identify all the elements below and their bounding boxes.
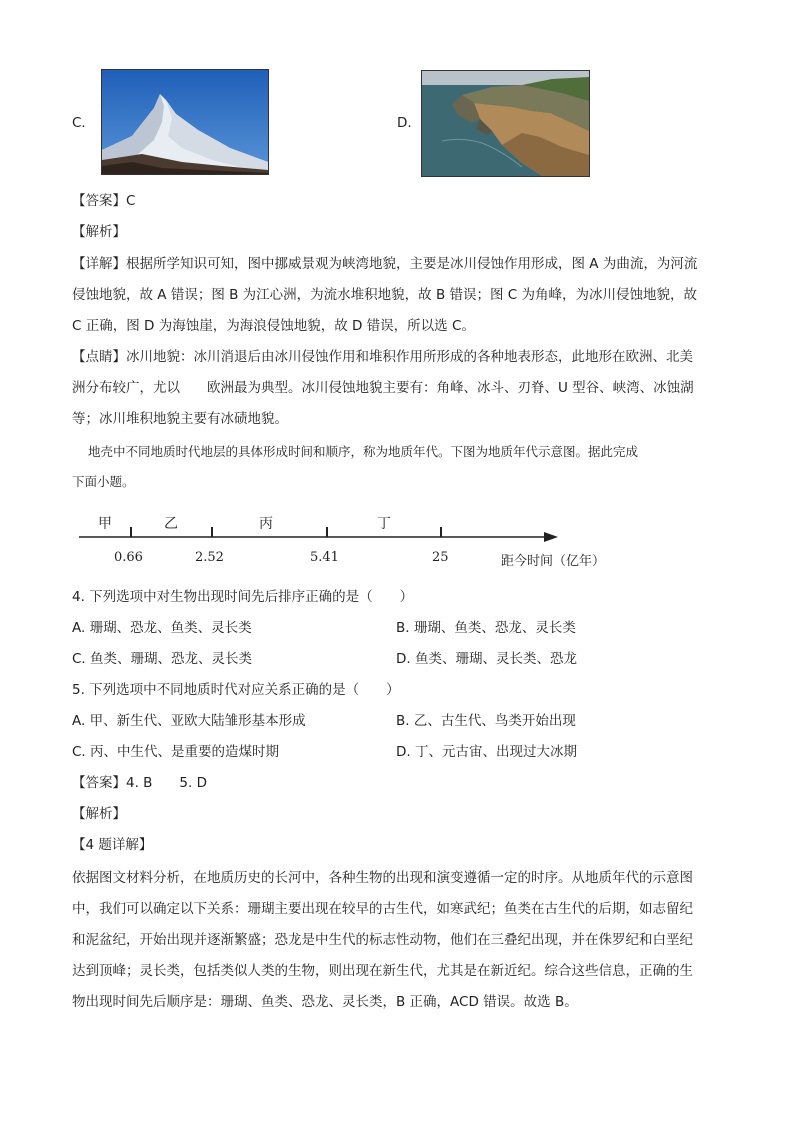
timeline-arrow [544, 532, 558, 542]
detail4-line-3: 和泥盆纪，开始出现并逐渐繁盛；恐龙是中生代的标志性动物，他们在三叠纪出现，并在侏罗纪和白垩纪 [72, 932, 693, 948]
sea-cliff-illustration [422, 71, 589, 176]
detail-line-1 [72, 254, 697, 274]
point-tag: 【点睛】 [72, 349, 126, 365]
analysis45-tag: 【解析】 [72, 806, 126, 822]
detail-text-1: 根据所学知识可知，图中挪威景观为峡湾地貌，主要是冰川侵蚀作用形成，图 A 为曲流，为河流 [126, 256, 698, 272]
sea-cliff-image [421, 70, 590, 177]
detail-tag: 【详解】 [72, 256, 126, 272]
matterhorn-image [101, 69, 269, 175]
q4-stem: 4. 下列选项中对生物出现时间先后排序正确的是（ ） [72, 589, 414, 605]
tick-label-25: 25 [432, 550, 449, 565]
image-c-label: C. [72, 115, 86, 131]
point-line-2: 洲分布较广，尤以 欧洲最为典型。冰川侵蚀地貌主要有：角峰、冰斗、刃脊、U 型谷、峡湾、冰蚀湖 [72, 380, 694, 396]
detail4-line-5: 物出现时间先后顺序是：珊瑚、鱼类、恐龙、灵长类，B 正确，ACD 错误。故选 B。 [72, 994, 578, 1010]
era-jia: 甲 [98, 516, 112, 532]
tick-label-0-66: 0.66 [114, 550, 143, 565]
detail-line-2: 侵蚀地貌，故 A 错误；图 B 为江心洲，为流水堆积地貌，故 B 错误；图 C 为角峰，为冰川侵蚀地貌，故 [72, 287, 698, 303]
tick-label-5-41: 5.41 [310, 550, 339, 565]
tick-label-2-52: 2.52 [195, 550, 224, 565]
era-ding: 丁 [377, 516, 391, 532]
era-yi: 乙 [164, 516, 178, 532]
q4-option-b: B. 珊瑚、鱼类、恐龙、灵长类 [396, 620, 576, 636]
point-text-1: 冰川地貌：冰川消退后由冰川侵蚀作用和堆积作用所形成的各种地表形态，此地形在欧洲、北美 [126, 349, 693, 365]
detail4-line-1: 依据图文材料分析，在地质历史的长河中，各种生物的出现和演变遵循一定的时序。从地质年代的示意图 [72, 870, 693, 886]
detail4-line-4: 达到顶峰；灵长类，包括类似人类的生物，则出现在新生代，尤其是在新近纪。综合这些信息，正确的生 [72, 963, 693, 979]
axis-label: 距今时间（亿年） [501, 554, 606, 569]
q4-option-d: D. 鱼类、珊瑚、灵长类、恐龙 [396, 651, 577, 667]
answers45-line [72, 773, 207, 793]
answers45-value: 4. B 5. D [126, 775, 207, 791]
q5-option-d: D. 丁、元古宙、出现过大冰期 [396, 744, 577, 760]
geologic-timeline [70, 505, 630, 575]
era-bing: 丙 [259, 516, 273, 532]
q4-option-c: C. 鱼类、珊瑚、恐龙、灵长类 [72, 651, 253, 667]
analysis-tag: 【解析】 [72, 224, 126, 240]
intro-line-1: 地壳中不同地质时代地层的具体形成时间和顺序，称为地质年代。下图为地质年代示意图。据此完成 [88, 444, 639, 459]
answer-value: C [126, 193, 136, 209]
q5-option-c: C. 丙、中生代、是重要的造煤时期 [72, 744, 280, 760]
answer-tag: 【答案】 [72, 193, 126, 209]
point-line-3: 等；冰川堆积地貌主要有冰碛地貌。 [72, 411, 288, 427]
point-line-1 [72, 347, 693, 367]
answer-line [72, 191, 135, 211]
q4-option-a: A. 珊瑚、恐龙、鱼类、灵长类 [72, 620, 252, 636]
detail-line-3: C 正确，图 D 为海蚀崖，为海浪侵蚀地貌，故 D 错误，所以选 C。 [72, 318, 475, 334]
detail4-tag: 【4 题详解】 [72, 837, 153, 853]
image-d-label: D. [397, 115, 412, 131]
matterhorn-illustration [102, 70, 268, 174]
q5-option-a: A. 甲、新生代、亚欧大陆雏形基本形成 [72, 713, 306, 729]
detail4-line-2: 中，我们可以确定以下关系：珊瑚主要出现在较早的古生代，如寒武纪；鱼类在古生代的后期，如志留纪 [72, 901, 693, 917]
intro-line-2: 下面小题。 [72, 474, 135, 489]
q5-stem: 5. 下列选项中不同地质时代对应关系正确的是（ ） [72, 682, 400, 698]
answers45-tag: 【答案】 [72, 775, 126, 791]
q5-option-b: B. 乙、古生代、鸟类开始出现 [396, 713, 576, 729]
